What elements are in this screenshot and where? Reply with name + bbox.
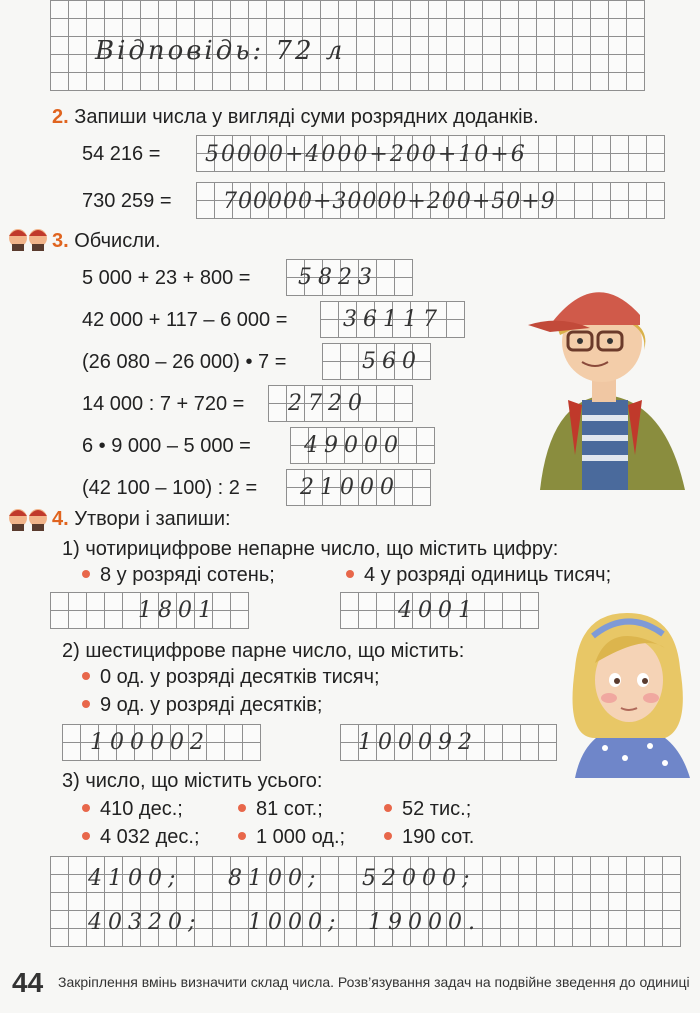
bullet-icon <box>82 832 90 840</box>
bullet-icon <box>82 570 90 578</box>
bullet-text: 8 у розряді сотень; <box>100 564 275 586</box>
task4-part3-answer-1: 4100; <box>88 866 182 891</box>
bullet-icon <box>238 832 246 840</box>
girl-illustration <box>565 608 695 778</box>
task3-expr-6: (42 100 – 100) : 2 = <box>82 477 258 499</box>
task2-heading <box>52 106 539 129</box>
task2-row2-label: 730 259 = <box>82 190 172 212</box>
pair-work-icon-2 <box>6 506 52 532</box>
task3-answer-4: 2720 <box>288 391 368 416</box>
task4-part3-bullet-1 <box>82 798 183 821</box>
task4-part3-bullet-2 <box>238 798 323 821</box>
task4-part1-bullet-1 <box>82 564 275 587</box>
task4-part2-bullet-1 <box>82 666 380 689</box>
task4-title: Утвори і запиши: <box>74 508 231 530</box>
task3-expr-4: 14 000 : 7 + 720 = <box>82 393 245 415</box>
task4-part1-title: 1) чотирицифрове непарне число, що містить цифру: <box>62 538 559 560</box>
task4-part3-answer-5: 1000; <box>248 910 342 935</box>
task3-answer-3: 560 <box>362 349 422 374</box>
task3-number: 3. <box>52 230 69 252</box>
task3-answer-2: 36117 <box>343 307 443 332</box>
task4-part3-answer-2: 8100; <box>228 866 322 891</box>
bullet-text: 52 тис.; <box>402 798 472 820</box>
task4-part1-bullet-2 <box>346 564 611 587</box>
task4-part2-title: 2) шестицифрове парне число, що містить: <box>62 640 465 662</box>
task4-part3-bullet-4 <box>82 826 200 849</box>
bullet-text: 0 од. у розряді десятків тисяч; <box>100 666 380 688</box>
bullet-icon <box>82 804 90 812</box>
task3-answer-5: 49000 <box>304 433 404 458</box>
task4-part3-title: 3) число, що містить усього: <box>62 770 323 792</box>
bullet-icon <box>346 570 354 578</box>
bullet-icon <box>238 804 246 812</box>
bullet-text: 4 032 дес.; <box>100 826 200 848</box>
task2-title: Запиши числа у вигляді суми розрядних доданків. <box>74 106 539 128</box>
task3-answer-1: 5823 <box>298 265 378 290</box>
task4-part1-answer-1: 1801 <box>138 598 218 623</box>
task4-number: 4. <box>52 508 69 530</box>
page-number: 44 <box>12 967 44 998</box>
task4-part3-bullet-6 <box>384 826 474 849</box>
task3-heading <box>52 230 161 253</box>
bullet-text: 4 у розряді одиниць тисяч; <box>364 564 612 586</box>
task4-part2-bullet-2 <box>82 694 322 717</box>
task2-row1-label: 54 216 = <box>82 143 161 165</box>
task2-row2-answer: 700000+30000+200+50+9 <box>223 189 556 214</box>
task3-expr-5: 6 • 9 000 – 5 000 = <box>82 435 251 457</box>
footer-text: Закріплення вмінь визначити склад числа. Розв’язування задач на подвійне зведення до одиниці <box>58 974 690 990</box>
task4-part3-answer-3: 52000; <box>362 866 476 891</box>
bullet-text: 81 сот.; <box>256 798 323 820</box>
task3-expr-2: 42 000 + 117 – 6 000 = <box>82 309 288 331</box>
task2-row1-answer: 50000+4000+200+10+6 <box>205 142 527 167</box>
task3-expr-3: (26 080 – 26 000) • 7 = <box>82 351 287 373</box>
bullet-icon <box>82 672 90 680</box>
bullet-text: 410 дес.; <box>100 798 183 820</box>
task4-part1-answer-2: 4001 <box>398 598 478 623</box>
bullet-icon <box>82 700 90 708</box>
task3-expr-1: 5 000 + 23 + 800 = <box>82 267 251 289</box>
bullet-icon <box>384 804 392 812</box>
pair-work-icon <box>6 226 52 252</box>
boy-illustration <box>520 280 690 490</box>
previous-answer: Відповідь: 72 л <box>95 36 346 66</box>
task4-part3-bullet-3 <box>384 798 471 821</box>
bullet-text: 1 000 од.; <box>256 826 346 848</box>
task3-answer-6: 21000 <box>300 475 400 500</box>
task4-part3-answer-4: 40320; <box>88 910 202 935</box>
task4-part3-answer-6: 19000. <box>368 910 481 935</box>
bullet-text: 9 од. у розряді десятків; <box>100 694 323 716</box>
task4-part3-bullet-5 <box>238 826 345 849</box>
task4-part2-answer-2: 100092 <box>358 730 478 755</box>
task4-heading <box>52 508 231 531</box>
task2-number: 2. <box>52 106 69 128</box>
bullet-text: 190 сот. <box>402 826 475 848</box>
task4-part2-answer-1: 100002 <box>90 730 210 755</box>
bullet-icon <box>384 832 392 840</box>
task3-title: Обчисли. <box>74 230 161 252</box>
